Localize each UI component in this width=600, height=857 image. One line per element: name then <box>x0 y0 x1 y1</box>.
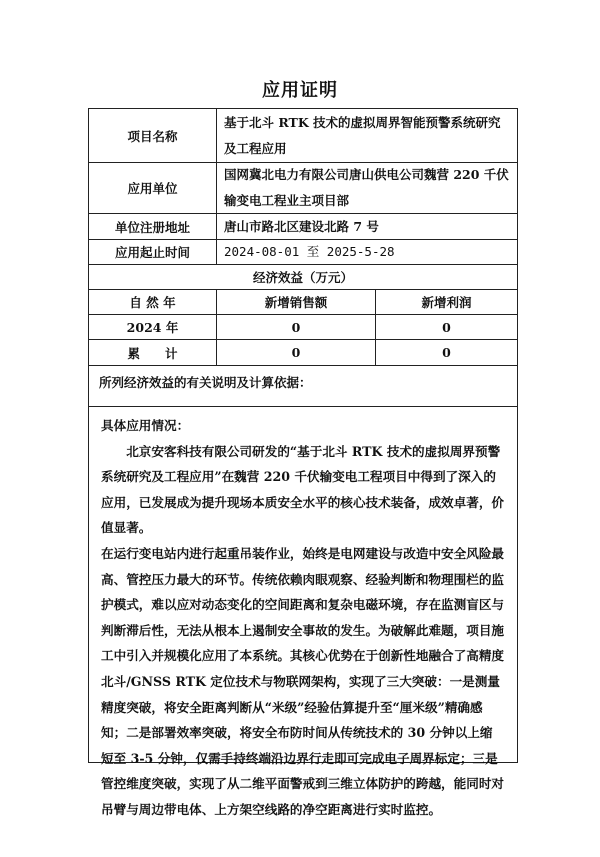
row-notes <box>89 365 517 406</box>
notes-label: 所列经济效益的有关说明及计算依据： <box>99 375 312 390</box>
benefit-total-label: 累 计 <box>89 340 217 365</box>
period-label: 应用起止时间 <box>89 240 217 264</box>
benefit-year: 2024 年 <box>89 315 217 339</box>
row-period <box>89 239 517 264</box>
benefit-sales: 0 <box>217 315 376 339</box>
unit-label: 应用单位 <box>89 163 217 213</box>
period-value: 2024-08-01 至 2025-5-28 <box>224 244 395 259</box>
benefit-row-2024 <box>89 314 517 339</box>
document-title: 应用证明 <box>262 80 338 101</box>
detail-section <box>89 407 517 817</box>
address-value: 唐山市路北区建设北路 7 号 <box>224 218 379 234</box>
detail-paragraph-2: 在运行变电站内进行起重吊装作业，始终是电网建设与改造中安全风险最高、管控压力最大的环节。传统依赖肉眼观察、经验判断和物理围栏的监护模式，难以应对动态变化的空间距离和复杂电磁环境，存在监测盲区与判断滞后性，无法从根本上遏制安全事故的发生。为破解此难题，项目施工中引入并规模化应用了本系统。其核心优势在于创新性地融合了高精度北斗/GNSS RTK 定位技术与物联网架构，实现了三大突破：一是测量精度突破，将安全距离判断从“米级”经验估算提升至“厘米级”精确感知；二是部署效率突破，将安全布防时间从传统技术的 30 分钟以上缩短至 3-5 分钟，仅需手持终端沿边界行走即可完成电子周界标定；三是管控维度突破，实现了从二维平面警戒到三维立体防护的跨越，能同时对吊臂与周边带电体、上方架空线路的净空距离进行实时监控。 <box>101 545 504 817</box>
detail-paragraph-1: 北京安客科技有限公司研发的“基于北斗 RTK 技术的虚拟周界预警系统研究及工程应用”在魏营 220 千伏输变电工程项目中得到了深入的应用，已发展成为提升现场本质安全水平的核心技术装备，成效卓著，价值显著。 <box>101 443 504 536</box>
certificate-table <box>88 108 518 817</box>
benefit-profit: 0 <box>442 319 451 335</box>
project-name-label: 项目名称 <box>89 109 217 162</box>
benefit-total-sales: 0 <box>217 340 376 365</box>
column-header-year: 自 然 年 <box>89 290 217 314</box>
benefit-total-profit: 0 <box>442 345 451 360</box>
row-unit <box>89 162 517 213</box>
column-header-sales: 新增销售额 <box>217 290 376 314</box>
row-detail <box>89 406 517 817</box>
row-address <box>89 213 517 239</box>
address-label: 单位注册地址 <box>89 214 217 239</box>
project-name-value: 基于北斗 RTK 技术的虚拟周界智能预警系统研究及工程应用 <box>224 114 501 156</box>
unit-value: 国网冀北电力有限公司唐山供电公司魏营 220 千伏输变电工程业主项目部 <box>224 167 509 208</box>
detail-label: 具体应用情况： <box>101 418 190 433</box>
row-benefit-header <box>89 264 517 289</box>
benefit-row-total <box>89 339 517 365</box>
benefit-header: 经济效益（万元） <box>252 270 353 285</box>
row-project-name <box>89 109 517 162</box>
column-header-profit: 新增利润 <box>421 295 472 310</box>
benefit-column-header-row <box>89 289 517 314</box>
